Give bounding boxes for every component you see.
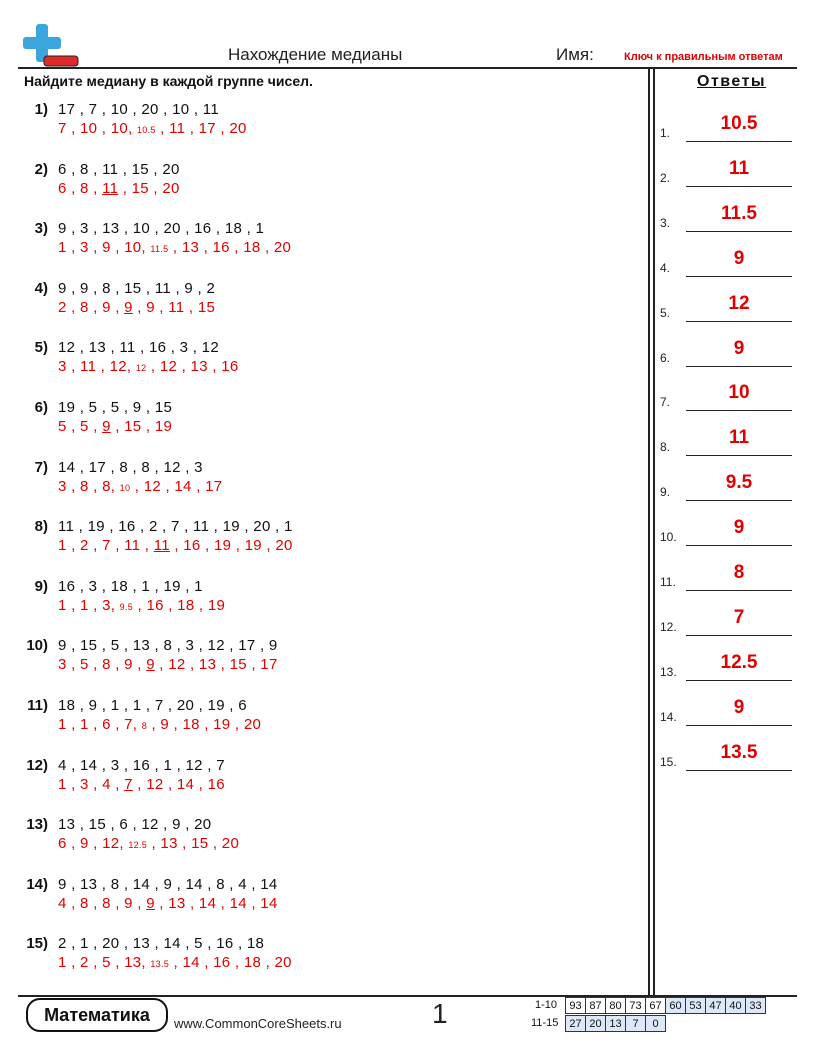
sorted-before: 1 , 2 , 5 , 13,	[58, 954, 151, 972]
sorted-before: 1 , 3 , 4 ,	[58, 775, 125, 793]
sorted-after: , 15 , 19	[110, 418, 173, 435]
sorted-after: , 12 , 14 , 17	[130, 477, 223, 495]
problem-item	[0, 518, 640, 570]
sorted-values	[58, 597, 225, 614]
score-cell: 20	[586, 1016, 606, 1032]
brand-badge: Математика	[26, 998, 168, 1032]
answer-number: 2.	[660, 170, 671, 185]
problem-values: 9 , 9 , 8 , 15 , 11 , 9 , 2	[58, 279, 216, 297]
problem-number: 5)	[34, 339, 48, 357]
problem-item	[0, 459, 640, 511]
answers-heading: Ответы	[697, 73, 767, 90]
median-mark: 7	[124, 775, 133, 793]
problem-item	[0, 399, 640, 451]
answer-line	[686, 276, 792, 277]
sorted-after: , 12 , 13 , 16	[146, 358, 239, 376]
median-mark: 9	[102, 418, 111, 435]
answer-line	[686, 545, 792, 546]
answer-row	[660, 697, 800, 727]
answer-value: 11	[728, 427, 750, 449]
sorted-values	[58, 418, 172, 435]
sorted-values	[58, 954, 292, 971]
answer-number: 12.	[660, 619, 677, 634]
problem-number: 14)	[26, 875, 48, 893]
median-mark: 13.5	[150, 959, 170, 970]
problem-values: 4 , 14 , 3 , 16 , 1 , 12 , 7	[58, 756, 225, 774]
answer-row	[660, 338, 800, 368]
answer-value: 12	[728, 292, 750, 314]
problem-number: 7)	[34, 458, 48, 476]
header-divider	[18, 67, 797, 69]
answer-line	[686, 186, 792, 187]
sorted-values	[58, 835, 239, 852]
answer-row	[660, 562, 800, 592]
answer-row	[660, 742, 800, 772]
problem-values: 17 , 7 , 10 , 20 , 10 , 11	[58, 101, 219, 118]
problem-values: 9 , 15 , 5 , 13 , 8 , 3 , 12 , 17 , 9	[58, 637, 278, 655]
site-url: www.CommonCoreSheets.ru	[174, 1016, 342, 1031]
problem-number: 11)	[27, 697, 48, 714]
name-label: Имя:	[556, 45, 594, 64]
score-cell: 33	[746, 998, 766, 1014]
sorted-before: 5 , 5 ,	[58, 418, 103, 435]
median-mark: 12	[135, 363, 147, 374]
score-row	[565, 997, 766, 1014]
answer-row	[660, 472, 800, 502]
problem-item	[0, 935, 640, 987]
answer-row	[660, 382, 800, 412]
sorted-values	[58, 358, 239, 375]
problem-item	[0, 280, 640, 332]
problem-values: 14 , 17 , 8 , 8 , 12 , 3	[58, 458, 203, 476]
score-cell: 93	[566, 998, 586, 1014]
sorted-before: 2 , 8 , 9 ,	[58, 298, 125, 316]
problem-item	[0, 220, 640, 272]
answer-value: 9	[733, 696, 745, 718]
column-divider	[648, 67, 650, 996]
score-row-label: 1-10	[535, 999, 558, 1011]
sorted-values	[58, 537, 293, 554]
problem-number: 3)	[34, 220, 48, 238]
median-mark: 9	[146, 656, 155, 674]
answer-number: 5.	[660, 305, 671, 320]
answer-value: 9	[733, 517, 745, 539]
answer-row	[660, 248, 800, 278]
problem-values: 6 , 8 , 11 , 15 , 20	[58, 160, 180, 178]
answer-line	[686, 725, 792, 726]
answer-row	[660, 293, 800, 323]
sorted-after: , 9 , 11 , 15	[132, 298, 216, 316]
answer-line	[686, 590, 792, 591]
column-divider	[653, 67, 655, 996]
answer-value: 10.5	[720, 113, 758, 134]
answer-value: 11	[728, 157, 750, 179]
sorted-before: 3 , 11 , 12,	[58, 358, 136, 376]
problem-values: 11 , 19 , 16 , 2 , 7 , 11 , 19 , 20 , 1	[58, 518, 293, 536]
score-row-label: 11-15	[531, 1017, 559, 1029]
problem-item	[0, 637, 640, 689]
sorted-after: , 13 , 15 , 20	[147, 835, 240, 853]
answer-line	[686, 680, 792, 681]
sorted-after: , 9 , 18 , 19 , 20	[147, 716, 262, 733]
answer-key-label: Ключ к правильным ответам	[624, 51, 783, 63]
score-cell: 0	[646, 1016, 666, 1032]
problem-values: 19 , 5 , 5 , 9 , 15	[58, 399, 173, 416]
answer-number: 3.	[660, 215, 671, 230]
answer-line	[686, 455, 792, 456]
problem-number: 13)	[26, 816, 48, 834]
problem-number: 10)	[26, 637, 48, 655]
score-cell: 60	[666, 998, 686, 1014]
sorted-before: 6 , 9 , 12,	[58, 835, 129, 853]
score-cell: 27	[566, 1016, 586, 1032]
sorted-after: , 11 , 17 , 20	[155, 120, 247, 137]
median-mark: 9	[146, 894, 155, 912]
problem-values: 9 , 3 , 13 , 10 , 20 , 16 , 18 , 1	[58, 220, 265, 238]
answer-row	[660, 203, 800, 233]
answer-value: 13.5	[720, 741, 758, 763]
sorted-values	[58, 716, 261, 733]
answer-value: 9.5	[725, 472, 753, 494]
median-mark: 9	[124, 298, 133, 316]
sorted-after: , 13 , 14 , 14 , 14	[154, 894, 278, 912]
answer-row	[660, 113, 800, 143]
answer-value: 8	[733, 562, 745, 583]
answer-line	[686, 770, 792, 771]
problem-item	[0, 161, 640, 213]
answer-number: 11.	[660, 575, 676, 589]
median-mark: 11	[102, 179, 119, 197]
score-cell: 47	[706, 998, 726, 1014]
answer-value: 9	[733, 247, 745, 269]
median-mark: 8	[141, 721, 148, 731]
answer-value: 10	[728, 382, 750, 404]
score-cell: 80	[606, 998, 626, 1014]
problem-number: 2)	[34, 160, 48, 178]
sorted-after: , 16 , 19 , 19 , 20	[169, 537, 293, 555]
problem-item	[0, 876, 640, 928]
answer-value: 12.5	[720, 651, 758, 673]
sorted-before: 6 , 8 ,	[58, 179, 103, 197]
sorted-after: , 14 , 16 , 18 , 20	[169, 954, 292, 972]
problem-number: 15)	[26, 935, 48, 953]
answer-row	[660, 517, 800, 547]
problem-number: 4)	[34, 279, 48, 297]
sorted-before: 1 , 1 , 3,	[58, 596, 120, 614]
answer-number: 15.	[660, 754, 677, 769]
score-cell: 40	[726, 998, 746, 1014]
sorted-values	[58, 299, 215, 316]
sorted-before: 1 , 1 , 6 , 7,	[58, 716, 142, 733]
answer-value: 7	[733, 606, 745, 628]
problem-number: 1)	[34, 101, 48, 118]
answer-number: 14.	[660, 709, 677, 724]
sorted-before: 1 , 3 , 9 , 10,	[58, 239, 151, 257]
answer-number: 8.	[660, 440, 671, 455]
plus-minus-logo	[20, 22, 80, 68]
score-cell: 53	[686, 998, 706, 1014]
problem-item	[0, 757, 640, 809]
score-cell: 7	[626, 1016, 646, 1032]
sorted-before: 3 , 5 , 8 , 9 ,	[58, 656, 147, 674]
problem-values: 18 , 9 , 1 , 1 , 7 , 20 , 19 , 6	[58, 697, 247, 714]
answer-line	[686, 635, 792, 636]
problem-values: 2 , 1 , 20 , 13 , 14 , 5 , 16 , 18	[58, 935, 265, 953]
problem-number: 9)	[34, 577, 48, 595]
answer-line	[686, 500, 792, 501]
problem-item	[0, 101, 640, 153]
problem-number: 6)	[34, 399, 48, 416]
sorted-before: 3 , 8 , 8,	[58, 477, 120, 495]
score-cell: 73	[626, 998, 646, 1014]
answer-number: 7.	[660, 395, 671, 410]
instructions: Найдите медиану в каждой группе чисел.	[24, 73, 313, 89]
median-mark: 10.5	[136, 125, 156, 135]
median-mark: 10	[119, 482, 131, 493]
problem-values: 12 , 13 , 11 , 16 , 3 , 12	[58, 339, 219, 357]
sorted-after: , 12 , 14 , 16	[132, 775, 225, 793]
answer-line	[686, 231, 792, 232]
sorted-after: , 15 , 20	[118, 179, 180, 197]
answer-row	[660, 158, 800, 188]
problem-item	[0, 697, 640, 749]
answer-line	[686, 141, 792, 142]
answer-row	[660, 427, 800, 457]
problem-item	[0, 339, 640, 391]
median-mark: 11	[153, 537, 170, 555]
score-cell: 87	[586, 998, 606, 1014]
sorted-after: , 16 , 18 , 19	[133, 596, 226, 614]
answer-number: 13.	[660, 664, 677, 679]
problem-number: 8)	[34, 518, 48, 536]
answer-line	[686, 321, 792, 322]
sorted-values	[58, 656, 278, 673]
score-row	[565, 1015, 666, 1032]
sorted-before: 4 , 8 , 8 , 9 ,	[58, 894, 147, 912]
problem-number: 12)	[26, 756, 48, 774]
answer-number: 4.	[660, 260, 671, 275]
worksheet-title: Нахождение медианы	[228, 45, 403, 64]
problem-item	[0, 816, 640, 868]
problem-values: 9 , 13 , 8 , 14 , 9 , 14 , 8 , 4 , 14	[58, 875, 278, 893]
problem-values: 13 , 15 , 6 , 12 , 9 , 20	[58, 816, 212, 834]
answer-value: 9	[733, 337, 745, 359]
median-mark: 12.5	[128, 840, 148, 851]
sorted-values	[58, 180, 180, 197]
sorted-before: 7 , 10 , 10,	[58, 120, 137, 137]
answer-value: 11.5	[721, 202, 757, 224]
answer-line	[686, 366, 792, 367]
score-cell: 67	[646, 998, 666, 1014]
sorted-values	[58, 478, 222, 495]
sorted-values	[58, 120, 247, 137]
answer-number: 9.	[660, 485, 671, 500]
median-mark: 9.5	[119, 601, 134, 612]
sorted-after: , 12 , 13 , 15 , 17	[154, 656, 278, 674]
median-mark: 11.5	[150, 244, 169, 255]
sorted-after: , 13 , 16 , 18 , 20	[168, 239, 292, 257]
answer-row	[660, 652, 800, 682]
answer-number: 6.	[660, 350, 671, 365]
answer-row	[660, 607, 800, 637]
page-number: 1	[432, 998, 448, 1029]
problem-item	[0, 578, 640, 630]
sorted-values	[58, 239, 291, 256]
answer-number: 10.	[660, 530, 677, 545]
sorted-before: 1 , 2 , 7 , 11 ,	[58, 537, 154, 555]
sorted-values	[58, 776, 225, 793]
answer-number: 1.	[660, 126, 671, 140]
score-cell: 13	[606, 1016, 626, 1032]
sorted-values	[58, 895, 278, 912]
answer-line	[686, 410, 792, 411]
problem-values: 16 , 3 , 18 , 1 , 19 , 1	[58, 577, 203, 595]
